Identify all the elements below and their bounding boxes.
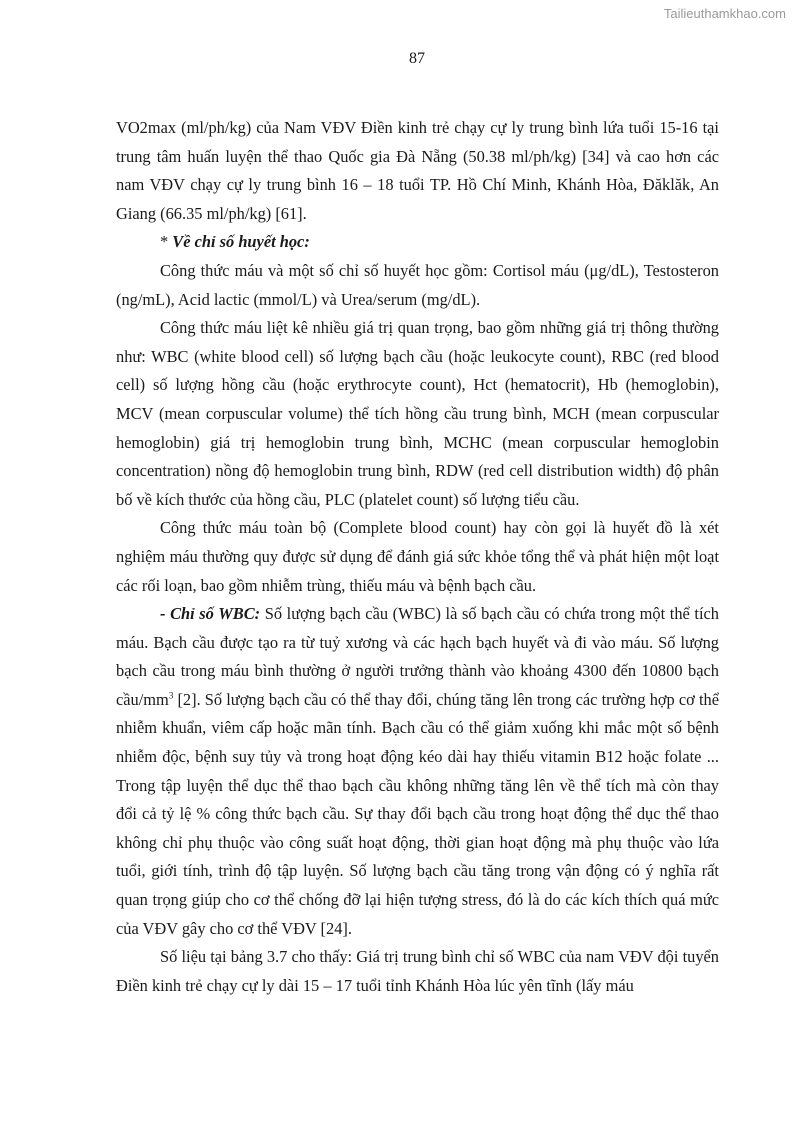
wbc-text-a: Số lượng bạch cầu (WBC) là số bạch cầu có chứa trong một thể tích máu. Bạch cầu được tạo ra từ tuỷ xương và các hạch bạch huyết và đi vào máu. Số lượng bạch cầu trong máu bình thường ở người trưởng thành vào khoảng 4300 đến 10800 bạch cầu/mm (116, 604, 719, 709)
paragraph-vo2max: VO2max (ml/ph/kg) của Nam VĐV Điền kinh trẻ chạy cự ly trung bình lứa tuổi 15-16 tại trung tâm huấn luyện thể thao Quốc gia Đà Nẵng (50.38 ml/ph/kg) [34] và cao hơn các nam VĐV chạy cự ly trung bình 16 – 18 tuổi TP. Hồ Chí Minh, Khánh Hòa, Đăklăk, An Giang (66.35 ml/ph/kg) [61]. (116, 118, 719, 223)
paragraph-blood-count-values: Công thức máu liệt kê nhiều giá trị quan trọng, bao gồm những giá trị thông thường như: WBC (white blood cell) số lượng bạch cầu (hoặc leukocyte count), RBC (red blood cell) số lượng hồng cầu (hoặc erythrocyte count), Hct (hematocrit), Hb (hemoglobin), MCV (mean corpuscular volume) thể tích hồng cầu trung bình, MCH (mean corpuscular hemoglobin) giá trị hemoglobin trung bình, MCHC (mean corpuscular hemoglobin concentration) nồng độ hemoglobin trung bình, RDW (red cell distribution width) độ phân bố về kích thước của hồng cầu, PLC (platelet count) số lượng tiểu cầu. (116, 318, 719, 509)
section-heading-hematology (116, 228, 719, 257)
paragraph-complete-blood-count: Công thức máu toàn bộ (Complete blood count) hay còn gọi là huyết đồ là xét nghiệm máu thường quy được sử dụng để đánh giá sức khỏe tổng thể và phát hiện một loạt các rối loạn, bao gồm nhiễm trùng, thiếu máu và bệnh bạch cầu. (116, 518, 719, 595)
heading-text: Về chỉ số huyết học: (172, 232, 310, 252)
watermark-text: Tailieuthamkhao.com (663, 6, 786, 21)
page-number: 87 (409, 50, 425, 67)
wbc-heading: - Chỉ số WBC: (160, 604, 261, 624)
document-body (116, 114, 719, 1000)
paragraph-blood-indices: Công thức máu và một số chỉ số huyết học gồm: Cortisol máu (μg/dL), Testosteron (ng/mL), Acid lactic (mmol/L) và Urea/serum (mg/dL). (116, 260, 719, 309)
heading-bullet: * (160, 232, 173, 252)
wbc-text-b: [2]. Số lượng bạch cầu có thể thay đổi, chúng tăng lên trong các trường hợp cơ thể nhiễm khuẩn, viêm cấp hoặc mãn tính. Bạch cầu có thể giảm xuống khi mắc một số bệnh nhiễm độc, bệnh suy tủy và trong hoạt động kéo dài hay thiếu vitamin B12 hoặc folate ... Trong tập luyện thể dục thể thao bạch cầu không những tăng lên về thể tích mà còn thay đổi cả tỷ lệ % công thức bạch cầu. Sự thay đổi bạch cầu trong hoạt động thể dục thể thao không chỉ phụ thuộc vào công suất hoạt động, thời gian hoạt động mà phụ thuộc vào lứa tuổi, giới tính, trình độ tập luyện. Số lượng bạch cầu tăng trong vận động có ý nghĩa rất quan trọng giúp cho cơ thể chống đỡ lại hiện tượng stress, đó là do các kích thích quá mức của VĐV gây cho cơ thể VĐV [24]. (116, 689, 719, 938)
wbc-superscript: 3 (168, 690, 174, 701)
paragraph-table-3-7: Số liệu tại bảng 3.7 cho thấy: Giá trị trung bình chỉ số WBC của nam VĐV đội tuyển Điền kinh trẻ chạy cự ly dài 15 – 17 tuổi tỉnh Khánh Hòa lúc yên tĩnh (lấy máu (116, 947, 719, 995)
paragraph-wbc (116, 600, 719, 943)
